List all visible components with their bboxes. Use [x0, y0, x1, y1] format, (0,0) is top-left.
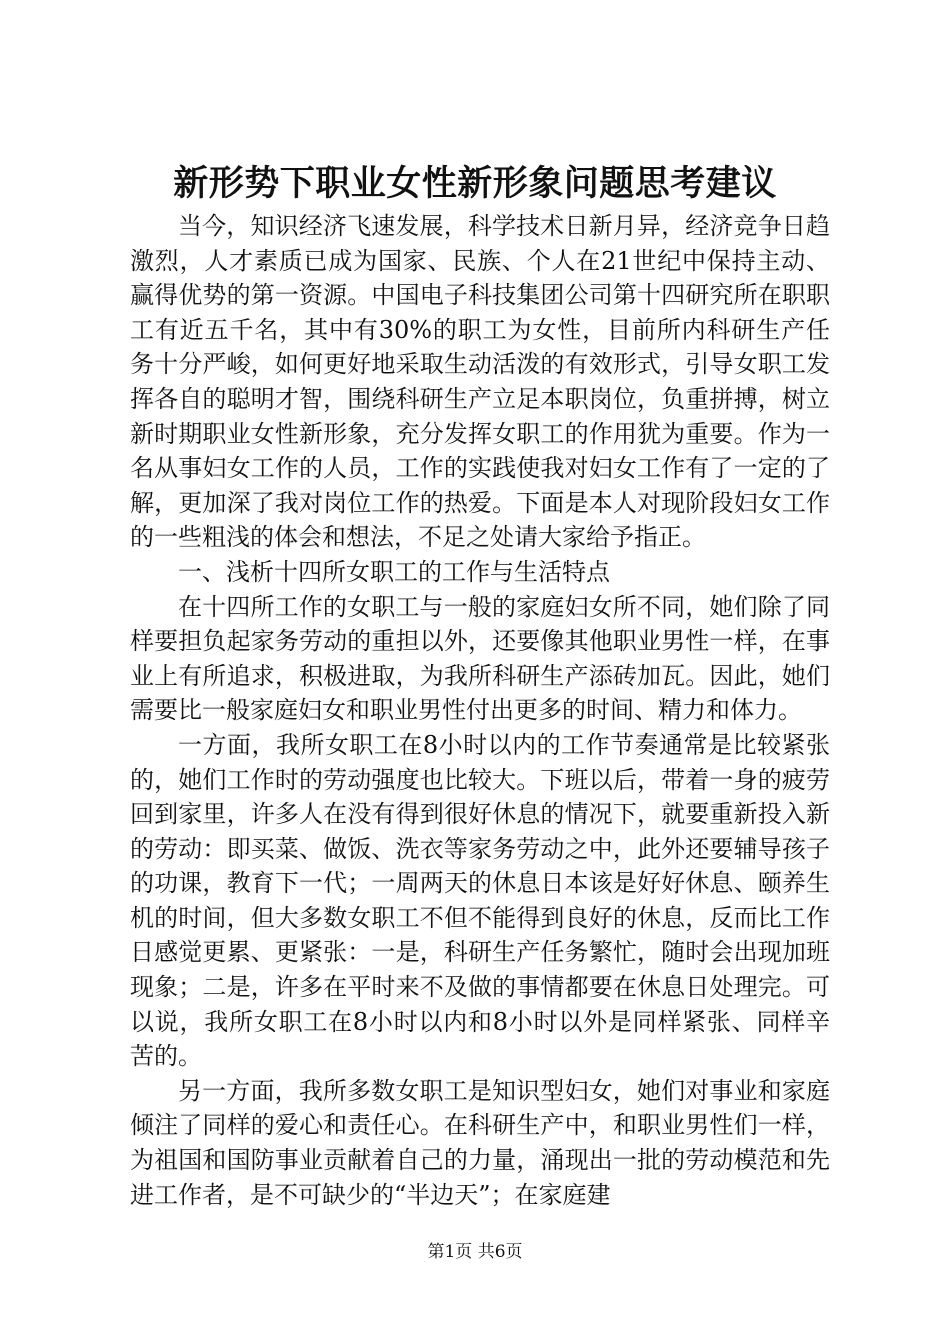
paragraph-one-aspect: 一方面，我所女职工在8小时以内的工作节奏通常是比较紧张的，她们工作时的劳动强度也比较大。下班以后，带着一身的疲劳回到家里，许多人在没有得到很好休息的情况下，就要重新投入新的劳动：即买菜、做饭、洗衣等家务劳动之中，此外还要辅导孩子的功课，教育下一代；一周两天的休息日本该是好好休息、颐养生机的时间，但大多数女职工不但不能得到良好的休息，反而比工作日感觉更累、更紧张：一是，科研生产任务繁忙，随时会出现加班现象；二是，许多在平时来不及做的事情都要在休息日处理完。可以说，我所女职工在8小时以内和8小时以外是同样紧张、同样辛苦的。 — [130, 730, 830, 1071]
paragraph-other-aspect: 另一方面，我所多数女职工是知识型妇女，她们对事业和家庭倾注了同样的爱心和责任心。在科研生产中，和职业男性们一样，为祖国和国防事业贡献着自己的力量，涌现出一批的劳动模范和先进工作者，是不可缺少的“半边天”；在家庭建 — [130, 1076, 830, 1209]
page-footer: 第1页 共6页 — [427, 1242, 523, 1262]
document-title: 新形势下职业女性新形象问题思考建议 — [173, 163, 777, 204]
paragraph-difference: 在十四所工作的女职工与一般的家庭妇女所不同，她们除了同样要担负起家务劳动的重担以外，还要像其他职业男性一样，在事业上有所追求，积极进取，为我所科研生产添砖加瓦。因此，她们需要比一般家庭妇女和职业男性付出更多的时间、精力和体力。 — [130, 592, 830, 725]
section-heading: 一、浅析十四所女职工的工作与生活特点 — [178, 557, 610, 586]
paragraph-intro: 当今，知识经济飞速发展，科学技术日新月异，经济竞争日趋激烈，人才素质已成为国家、民族、个人在21世纪中保持主动、赢得优势的第一资源。中国电子科技集团公司第十四研究所在职职工有近五千名，其中有30%的职工为女性，目前所内科研生产任务十分严峻，如何更好地采取生动活泼的有效形式，引导女职工发挥各自的聪明才智，围绕科研生产立足本职岗位，负重拼搏，树立新时期职业女性新形象，充分发挥女职工的作用犹为重要。作为一名从事妇女工作的人员，工作的实践使我对妇女工作有了一定的了解，更加深了我对岗位工作的热爱。下面是本人对现阶段妇女工作的一些粗浅的体会和想法，不足之处请大家给予指正。 — [130, 212, 830, 552]
document-body — [130, 209, 830, 1212]
